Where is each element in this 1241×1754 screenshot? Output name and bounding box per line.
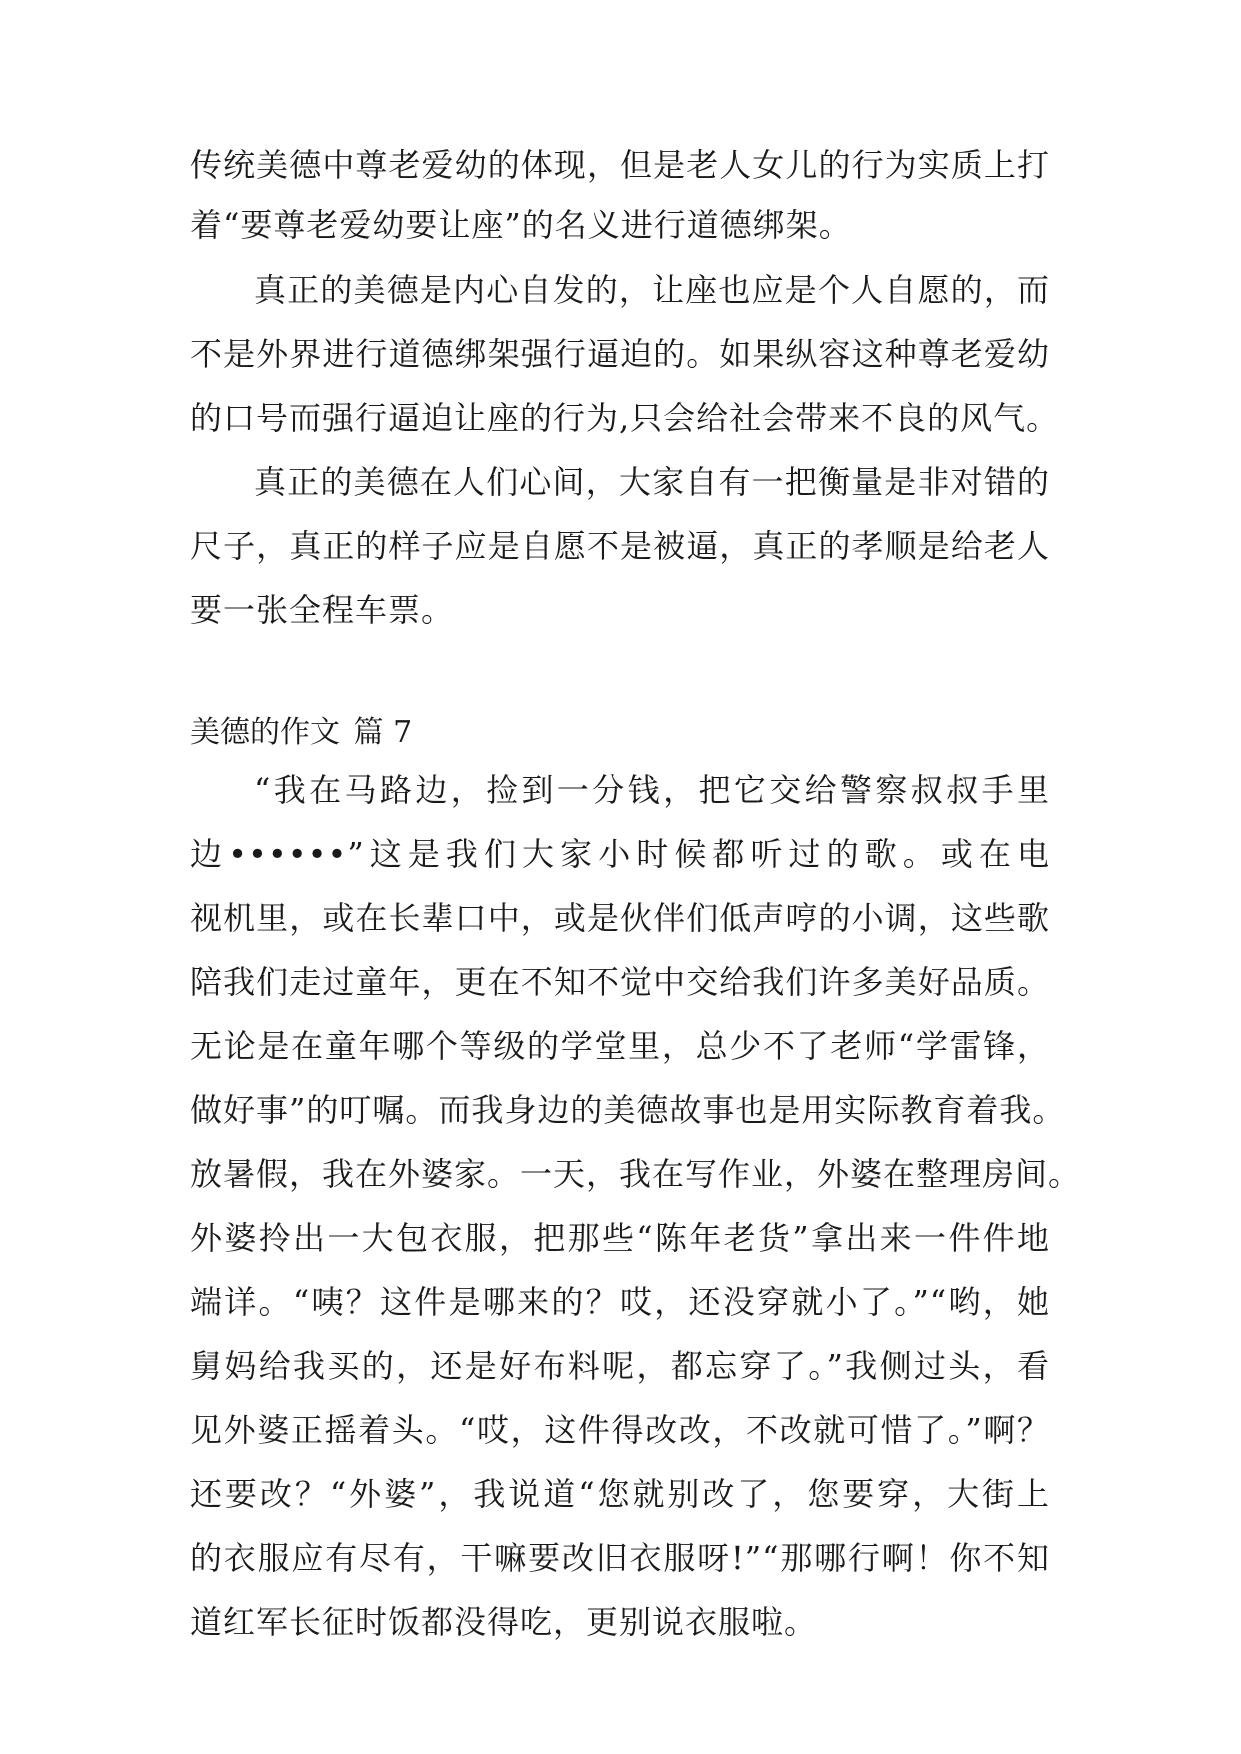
essay-line-4: 陪我们走过童年，更在不知不觉中交给我们许多美好品质。 (190, 963, 1050, 1001)
essay-line-6: 做好事”的叮嘱。而我身边的美德故事也是用实际教育着我。 (190, 1091, 1066, 1129)
paragraph-2-line-2: 不是外界进行道德绑架强行逼迫的。如果纵容这种尊老爱幼 (190, 335, 1050, 373)
essay-line-14: 道红军长征时饭都没得吃，更别说衣服啦。 (190, 1603, 818, 1641)
essay-line-2: 边••••••”这是我们大家小时候都听过的歌。或在电 (190, 835, 1050, 873)
paragraph-2-line-3: 的口号而强行逼迫让座的行为,只会给社会带来不良的风气。 (190, 399, 1060, 437)
section-heading (190, 703, 412, 763)
essay-line-8: 外婆拎出一大包衣服，把那些“陈年老货”拿出来一件件地 (190, 1219, 1050, 1257)
essay-line-9: 端详。“咦？这件是哪来的？哎，还没穿就小了。”“哟，她 (190, 1283, 1050, 1321)
essay-line-7: 放暑假，我在外婆家。一天，我在写作业，外婆在整理房间。 (190, 1155, 1082, 1193)
paragraph-3-line-1: 真正的美德在人们心间，大家自有一把衡量是非对错的 (254, 463, 1050, 501)
essay-line-10: 舅妈给我买的，还是好布料呢，都忘穿了。”我侧过头，看 (190, 1347, 1050, 1385)
essay-line-3: 视机里，或在长辈口中，或是伙伴们低声哼的小调，这些歌 (190, 899, 1050, 937)
paragraph-1-line-2: 着“要尊老爱幼要让座”的名义进行道德绑架。 (190, 206, 852, 244)
essay-line-11: 见外婆正摇着头。“哎，这件得改改，不改就可惜了。”啊？ (190, 1411, 1050, 1449)
paragraph-3-line-3: 要一张全程车票。 (190, 591, 455, 629)
section-title: 美德的作文 (190, 715, 340, 750)
paragraph-2-line-1: 真正的美德是内心自发的，让座也应是个人自愿的，而 (254, 271, 1050, 309)
essay-line-12: 还要改？“外婆”，我说道“您就别改了，您要穿，大街上 (190, 1475, 1050, 1513)
essay-line-1: “我在马路边，捡到一分钱，把它交给警察叔叔手里 (254, 771, 1050, 809)
essay-line-5: 无论是在童年哪个等级的学堂里，总少不了老师“学雷锋， (190, 1027, 1050, 1065)
paragraph-1-line-1: 传统美德中尊老爱幼的体现，但是老人女儿的行为实质上打 (190, 146, 1050, 184)
essay-line-13: 的衣服应有尽有，干嘛要改旧衣服呀!”“那哪行啊！你不知 (190, 1539, 1050, 1577)
paragraph-3-line-2: 尺子，真正的样子应是自愿不是被逼，真正的孝顺是给老人 (190, 527, 1050, 565)
section-label: 篇 7 (353, 715, 413, 750)
